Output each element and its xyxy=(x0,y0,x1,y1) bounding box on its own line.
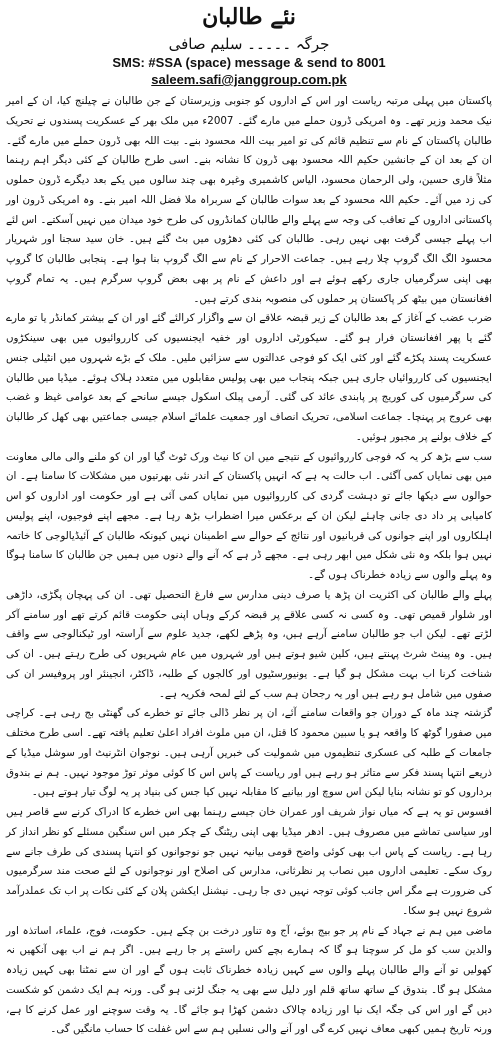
newspaper-column xyxy=(0,2,498,972)
column-byline: جرگہ ۔۔۔۔۔ سلیم صافی xyxy=(0,34,498,54)
sms-line: SMS: #SSA (space) message & send to 8001 xyxy=(0,54,498,71)
paragraph: گزشتہ چند ماہ کے دوران جو واقعات سامنے آئے، ان پر نظر ڈالی جائے تو خطرے کی گھنٹی بج رہی ہے۔ کراچی میں صفورا گوٹھ کا واقعہ ہو یا سبین محمود کا قتل، ان میں ملوث افراد اعلیٰ تعلیم یافتہ تھے۔ اسی طرح مختلف جامعات کے طلبہ کی عسکری تنظیموں میں شمولیت کی خبریں آرہی ہیں۔ نوجوان انٹرنیٹ اور سوشل میڈیا کے ذریعے انتہا پسند فکر سے متاثر ہو رہے ہیں اور ریاست کے پاس اس کا کوئی موثر توڑ موجود نہیں۔ ہم نے بندوق برداروں کو تو نشانہ بنایا لیکن اس سوچ اور بیانیے کا مقابلہ نہیں کیا جس کی بنیاد پر یہ لوگ تیار ہوتے ہیں۔ xyxy=(6,704,492,803)
author-email[interactable]: saleem.safi@janggroup.com.pk xyxy=(0,71,498,88)
paragraph: پہلے والے طالبان کی اکثریت ان پڑھ یا صرف دینی مدارس سے فارغ التحصیل تھی۔ ان کی پہچان پگڑی، داڑھی اور شلوار قمیص تھی۔ وہ کسی نہ کسی علاقے پر قبضہ کرکے وہاں اپنی حکومت قائم کرتے تھے اور سامنے آکر لڑتے تھے۔ لیکن اب جو طالبان سامنے آرہے ہیں، وہ پڑھے لکھے، جدید علوم سے آراستہ اور ٹیکنالوجی سے واقف ہیں۔ وہ پینٹ شرٹ پہنتے ہیں، کلین شیو ہوتے ہیں اور شہروں میں عام شہریوں کی طرح رہتے ہیں۔ ان کی شناخت کرنا اب بہت مشکل ہو گیا ہے۔ یونیورسٹیوں اور کالجوں کے طلبہ، ڈاکٹر، انجینئر اور پروفیسر ان کی صفوں میں شامل ہو رہے ہیں اور یہ رجحان ہم سب کے لئے لمحہ فکریہ ہے۔ xyxy=(6,586,492,705)
paragraph: پاکستان میں پہلی مرتبہ ریاست اور اس کے اداروں کو جنوبی وزیرستان کے جن طالبان نے چیلنج کیا، ان کے امیر نیک محمد وزیر تھے۔ وہ امریکی ڈرون حملے میں مارے گئے۔ 2007ء میں ملک بھر کے عسکریت پسندوں نے تحریک طالبان پاکستان کے نام سے تنظیم قائم کی تو امیر بیت اللہ محسود بنے۔ بیت اللہ بھی ڈرون حملے میں مارے گئے۔ ان کے بعد ان کے جانشین حکیم اللہ محسود بھی ڈرون کا نشانہ بنے۔ اسی طرح طالبان کے کئی دیگر اہم رہنما مثلاً قاری حسین، ولی الرحمان محسود، الیاس کاشمیری وغیرہ بھی چند سالوں میں یکے بعد دیگرے ڈرون حملوں کی زد میں آئے۔ حکیم اللہ محسود کے بعد سوات طالبان کے سربراہ ملا فضل اللہ امیر بنے۔ وہ امریکی ڈرون اور پاکستانی اداروں کے تعاقب کی وجہ سے پہلے والے طالبان کمانڈروں کی طرح خود میدان میں نہیں آسکتے۔ اس لئے اب پہلے جیسی گرفت بھی نہیں رہی۔ طالبان کی کئی دھڑوں میں بٹ گئے ہیں۔ خان سید سجنا اور شہریار محسود الگ الگ گروپ چلا رہے ہیں۔ جماعت الاحرار کے نام سے الگ گروپ بنا ہوا ہے۔ پنجابی طالبان کا گروپ بھی اپنی سرگرمیاں جاری رکھے ہوئے ہے اور داعش کے نام پر بھی بعض گروپ سرگرم ہیں۔ یہ تمام گروپ افغانستان میں بیٹھ کر پاکستان پر حملوں کی منصوبہ بندی کرتے ہیں۔ xyxy=(6,92,492,309)
column-body xyxy=(0,90,498,1040)
column-header xyxy=(0,2,498,88)
column-title: نئے طالبان xyxy=(0,2,498,32)
paragraph: ماضی میں ہم نے جہاد کے نام پر جو بیج بوئے، آج وہ تناور درخت بن چکے ہیں۔ حکومت، فوج، علماء، اساتذہ اور والدین سب کو مل کر سوچنا ہو گا کہ ہمارے بچے کس راستے پر جا رہے ہیں۔ اگر ہم نے اب بھی آنکھیں نہ کھولیں تو آنے والے طالبان پہلے والوں سے کہیں زیادہ خطرناک ثابت ہوں گے اور ان سے نمٹنا بھی کہیں زیادہ مشکل ہو گا۔ بندوق کے ساتھ ساتھ قلم اور دلیل سے بھی یہ جنگ لڑنی ہو گی۔ ورنہ ہم ایک دشمن کو شکست دیں گے اور اس کی جگہ ایک نیا اور زیادہ چالاک دشمن کھڑا ہو جائے گا۔ یہ وقت سوچنے اور عمل کرنے کا ہے، ورنہ تاریخ ہمیں کبھی معاف نہیں کرے گی اور آنے والی نسلیں ہم سے اس غفلت کا حساب مانگیں گی۔ xyxy=(6,922,492,1040)
paragraph: ضرب عضب کے آغاز کے بعد طالبان کے زیر قبضہ علاقے ان سے واگزار کرالئے گئے اور ان کے بیشتر کمانڈر یا تو مارے گئے یا پھر افغانستان فرار ہو گئے۔ سیکورٹی اداروں اور خفیہ ایجنسیوں کی کارروائیوں میں بھی سینکڑوں عسکریت پسند پکڑے گئے اور کئی ایک کو فوجی عدالتوں سے سزائیں ملیں۔ ملک کے بڑے شہروں میں انٹیلی جنس ایجنسیوں کی کارروائیاں جاری ہیں جبکہ پنجاب میں بھی پولیس مقابلوں میں متعدد ہلاک ہوئے۔ میڈیا میں طالبان کی سرگرمیوں کی کوریج پر پابندی عائد کی گئی۔ آرمی پبلک اسکول جیسے سانحے کے بعد عوامی غیظ و غضب بھی عروج پر پہنچا۔ جماعت اسلامی، تحریک انصاف اور جمعیت علمائے اسلام جیسی جماعتیں بھی کھل کر طالبان کے خلاف بولنے پر مجبور ہوئیں۔ xyxy=(6,309,492,447)
paragraph: سب سے بڑھ کر یہ کہ فوجی کارروائیوں کے نتیجے میں ان کا نیٹ ورک ٹوٹ گیا اور ان کو ملنے والی مالی معاونت میں بھی نمایاں کمی آگئی۔ اب حالت یہ ہے کہ انہیں پاکستان کے اندر نئی بھرتیوں میں مشکلات کا سامنا ہے۔ ان حوالوں سے دیکھا جائے تو دہشت گردی کی کارروائیوں میں نمایاں کمی آئی ہے اور حکومت اور اداروں کو اس کامیابی پر داد دی جانی چاہئے لیکن ان کے برعکس میرا اضطراب بڑھ رہا ہے۔ مجھے اپنے فوجیوں، اپنے پولیس اہلکاروں اور اپنے جوانوں کی قربانیوں اور نتائج کے حوالے سے اطمینان نہیں کیونکہ طالبان کے آئیڈیالوجی کا خاتمہ نہیں ہوا بلکہ وہ نئی شکل میں ابھر رہی ہے۔ مجھے ڈر ہے کہ آنے والے دنوں میں ہمیں جن طالبان کا سامنا ہوگا وہ پہلے والوں سے زیادہ خطرناک ہوں گے۔ xyxy=(6,448,492,586)
paragraph: افسوس تو یہ ہے کہ میاں نواز شریف اور عمران خان جیسے رہنما بھی اس خطرے کا ادراک کرنے سے قاصر ہیں اور سیاسی تماشے میں مصروف ہیں۔ ادھر میڈیا بھی اپنی ریٹنگ کے چکر میں اس سنگین مسئلے کو نظر انداز کر رہا ہے۔ ریاست کے پاس اب بھی کوئی واضح قومی بیانیہ نہیں جو نوجوانوں کو انتہا پسندی کی طرف جانے سے روک سکے۔ تعلیمی اداروں میں نصاب پر نظرثانی، مدارس کی اصلاح اور نوجوانوں کے لئے صحت مند سرگرمیوں کی ضرورت ہے مگر اس جانب کوئی توجہ نہیں دی جا رہی۔ نیشنل ایکشن پلان کے کئی نکات پر اب تک عملدرآمد شروع نہیں ہو سکا۔ xyxy=(6,803,492,922)
